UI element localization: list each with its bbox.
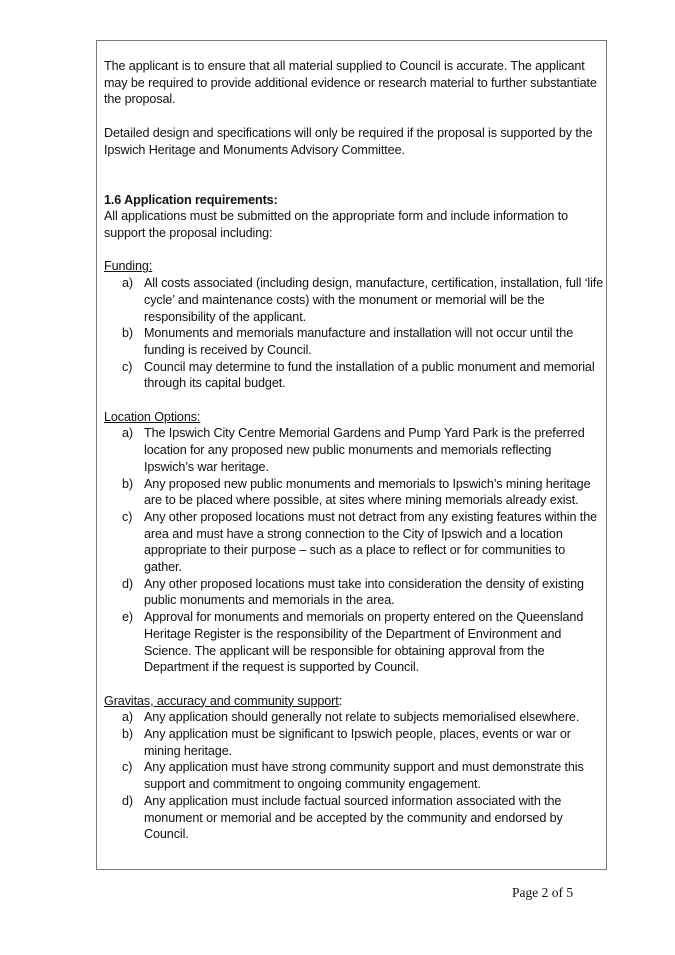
- funding-list: [104, 275, 604, 392]
- list-item-text: All costs associated (including design, manufacture, certification, installation, full ‘life cycle’ and maintenance costs) with the monument or memorial will be the responsibility of the applicant.: [144, 276, 604, 324]
- gravitas-title: Gravitas, accuracy and community support: [104, 693, 339, 708]
- list-marker: d): [122, 576, 133, 591]
- content-box: [96, 40, 607, 870]
- list-marker: a): [122, 426, 133, 441]
- list-item-text: Any other proposed locations must take into consideration the density of existing public monuments and memorials in the area.: [144, 576, 584, 608]
- list-item-text: Monuments and memorials manufacture and installation will not occur until the funding is received by Council.: [144, 326, 574, 357]
- intro-paragraph-design: Detailed design and specifications will only be required if the proposal is supported by the Ipswich Heritage and Monuments Advisory Committee.: [104, 125, 593, 157]
- list-item: [104, 476, 604, 509]
- list-item: [104, 275, 604, 325]
- list-item: [104, 793, 604, 843]
- document-body: [104, 58, 604, 843]
- list-item-text: Any application should generally not relate to subjects memorialised elsewhere.: [144, 710, 580, 725]
- list-marker: e): [122, 610, 133, 625]
- list-marker: b): [122, 476, 133, 491]
- spacer: [104, 242, 604, 259]
- list-marker: d): [122, 793, 133, 808]
- list-item: [104, 576, 604, 609]
- spacer: [104, 676, 604, 693]
- list-item: [104, 609, 604, 676]
- list-item: [104, 759, 604, 792]
- list-marker: c): [122, 760, 133, 775]
- list-item: [104, 709, 604, 726]
- list-item-text: Any application must include factual sourced information associated with the monument or memorial and be accepted by the community and endorsed by Council.: [144, 793, 563, 842]
- list-item-text: Council may determine to fund the installation of a public monument and memorial through its capital budget.: [144, 359, 595, 391]
- list-marker: b): [122, 326, 133, 341]
- list-item-text: Any other proposed locations must not detract from any existing features within the area and must have a strong connection to the City of Ipswich and a location appropriate to their purpose – such as a place to reflect or for communities to gather.: [144, 509, 598, 575]
- list-item-text: Any application must be significant to Ipswich people, places, events or war or mining heritage.: [144, 727, 571, 758]
- location-list: [104, 425, 604, 676]
- list-marker: b): [122, 727, 133, 742]
- spacer: [104, 108, 604, 125]
- location-title: Location Options:: [104, 409, 201, 424]
- list-item: [104, 425, 604, 475]
- section-heading: 1.6 Application requirements:: [104, 192, 278, 207]
- gravitas-title-line: [104, 693, 604, 710]
- spacer: [104, 158, 604, 191]
- list-item-text: Any proposed new public monuments and memorials to Ipswich’s mining heritage are to be placed where possible, at sites where mining memorials already exist.: [144, 476, 591, 508]
- page-number: Page 2 of 5: [512, 885, 574, 900]
- funding-title: Funding:: [104, 259, 153, 274]
- gravitas-list: [104, 709, 604, 843]
- list-marker: a): [122, 710, 133, 725]
- section-intro: All applications must be submitted on the appropriate form and include information to support the proposal including:: [104, 209, 569, 240]
- list-item: [104, 509, 604, 576]
- spacer: [104, 392, 604, 409]
- list-item-text: Approval for monuments and memorials on property entered on the Queensland Heritage Register is the responsibility of the Department of Environment and Science. The applicant will be responsible for obtaining approval from the Department if the request is supported by Council.: [144, 610, 584, 675]
- list-marker: c): [122, 509, 133, 524]
- list-item-text: Any application must have strong community support and must demonstrate this support and commitment to ongoing community engagement.: [144, 760, 584, 792]
- list-marker: a): [122, 276, 133, 291]
- list-item: [104, 726, 604, 759]
- list-item: [104, 325, 604, 358]
- gravitas-title-colon: :: [338, 693, 343, 708]
- list-marker: c): [122, 359, 133, 374]
- list-item: [104, 359, 604, 392]
- list-item-text: The Ipswich City Centre Memorial Gardens and Pump Yard Park is the preferred location for any proposed new public monuments and memorials reflecting Ipswich’s war heritage.: [144, 426, 585, 474]
- intro-paragraph-accuracy: The applicant is to ensure that all material supplied to Council is accurate. The applicant may be required to provide additional evidence or research material to further substantiate the proposal.: [104, 59, 597, 107]
